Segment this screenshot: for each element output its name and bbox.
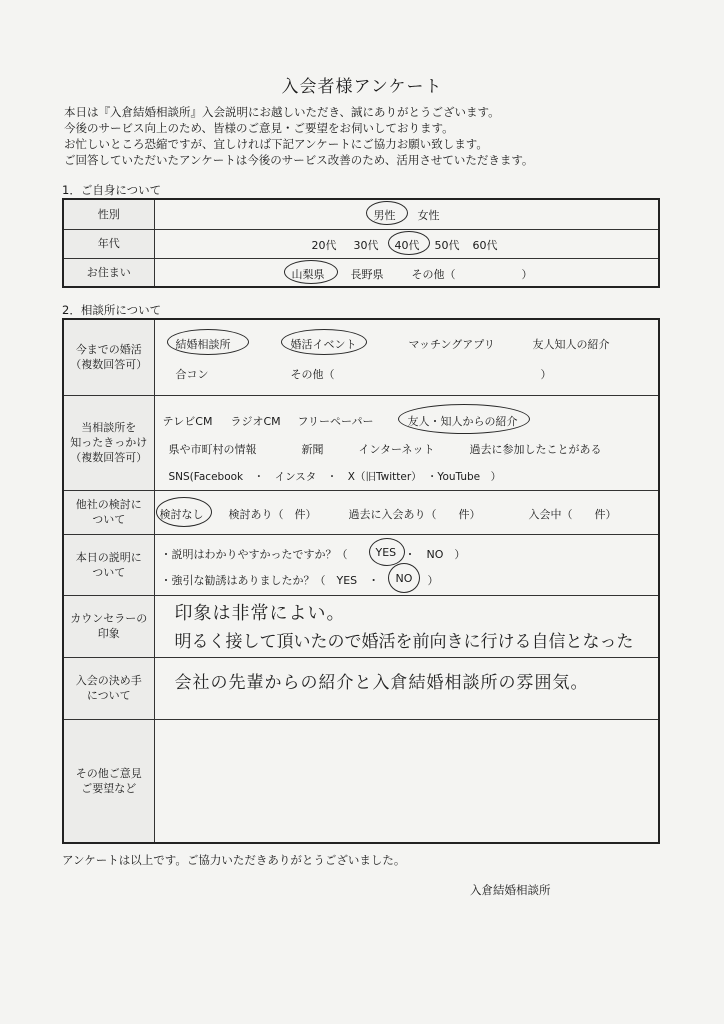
organization-name: 入倉結婚相談所 — [470, 883, 551, 897]
requests-label — [63, 719, 154, 843]
selection-circle — [281, 329, 367, 355]
label-line: （複数回答可） — [70, 451, 148, 464]
intro-line: お忙しいところ恐縮ですが、宜しければ下記アンケートにご協力お願い致します。 — [64, 137, 488, 151]
explanation-options — [154, 534, 659, 595]
trigger-sns[interactable]: SNS(Facebook ・ インスタ ・ X（旧Twitter） ・YouTube ） — [168, 470, 502, 483]
label-line: その他ご意見 — [75, 766, 142, 780]
age-20s[interactable]: 20代 — [311, 238, 337, 252]
trigger-freepaper[interactable]: フリーペーパー — [297, 414, 374, 428]
selection-circle — [398, 404, 530, 434]
age-30s[interactable]: 30代 — [353, 238, 379, 252]
other-past-member[interactable]: 過去に入会あり（ 件） — [348, 507, 481, 521]
explain-q2-no[interactable]: NO — [395, 571, 413, 585]
trigger-radio[interactable]: ラジオCM — [230, 414, 281, 428]
other-agency-label — [63, 490, 154, 534]
residence-options — [154, 258, 659, 287]
trigger-tv[interactable]: テレビCM — [162, 414, 213, 428]
decision-answer[interactable] — [154, 657, 659, 719]
handwritten-answer: 会社の先輩からの紹介と入倉結婚相談所の雰囲気。 — [174, 672, 589, 693]
explain-q2-close: ） — [427, 573, 439, 587]
label-line: 本日の説明に — [75, 550, 142, 564]
label-line: 当相談所を — [81, 421, 137, 434]
explain-q1-no[interactable]: ・ NO ） — [404, 547, 466, 561]
past-other[interactable]: その他（ — [290, 368, 335, 381]
label-line: ご要望など — [81, 781, 137, 795]
past-agency[interactable]: 結婚相談所 — [175, 338, 231, 351]
trigger-internet[interactable]: インターネット — [358, 442, 435, 456]
selection-circle — [284, 260, 338, 284]
gender-male[interactable]: 男性 — [373, 209, 396, 222]
decision-label — [63, 657, 154, 719]
section1-heading: 1．ご自身について — [62, 183, 162, 197]
age-label: 年代 — [63, 229, 154, 258]
residence-other[interactable]: その他（ ） — [411, 267, 533, 281]
trigger-friend[interactable]: 友人・知人からの紹介 — [407, 414, 518, 428]
intro-text — [64, 104, 533, 168]
selection-circle — [388, 563, 420, 593]
age-40s[interactable]: 40代 — [394, 238, 420, 252]
form-title: 入会者様アンケート — [281, 77, 443, 97]
selection-circle — [369, 538, 405, 566]
trigger-options — [154, 395, 659, 490]
label-line: カウンセラーの — [70, 612, 148, 625]
trigger-newspaper[interactable]: 新聞 — [301, 442, 324, 456]
residence-yamanashi[interactable]: 山梨県 — [291, 267, 325, 281]
handwritten-answer: 明るく接して頂いたので婚活を前向きに行ける自信となった — [174, 631, 634, 652]
past-event[interactable]: 婚活イベント — [290, 338, 357, 351]
past-friend[interactable]: 友人知人の紹介 — [532, 338, 610, 351]
other-none[interactable]: 検討なし — [159, 507, 204, 521]
label-line: 知ったきっかけ — [70, 436, 148, 449]
age-60s[interactable]: 60代 — [472, 238, 498, 252]
label-line: 入会の決め手 — [75, 674, 142, 687]
explain-q1-yes[interactable]: YES — [375, 545, 397, 559]
past-other-close: ） — [540, 368, 552, 381]
explanation-label — [63, 534, 154, 595]
age-50s[interactable]: 50代 — [434, 238, 460, 252]
explain-q2: ・強引な勧誘はありましたか？（ YES ・ — [160, 573, 380, 587]
past-activity-options — [154, 319, 659, 395]
label-line: について — [86, 689, 131, 702]
requests-answer[interactable] — [154, 719, 659, 843]
selection-circle — [366, 201, 408, 225]
label-line: 今までの婚活 — [75, 343, 142, 357]
label-line: 他社の検討に — [75, 498, 142, 511]
handwritten-answer: 印象は非常によい。 — [174, 602, 346, 624]
label-line: 印象 — [97, 627, 120, 640]
residence-label: お住まい — [63, 258, 154, 287]
past-app[interactable]: マッチングアプリ — [408, 338, 495, 351]
intro-line: 本日は『入倉結婚相談所』入会説明にお越しいただき、誠にありがとうございます。 — [64, 105, 500, 119]
intro-line: 今後のサービス向上のため、皆様のご意見・ご要望をお伺いしております。 — [64, 121, 454, 135]
label-line: ついて — [92, 565, 126, 579]
trigger-label — [63, 395, 154, 490]
explain-q1: ・説明はわかりやすかったですか？（ — [160, 547, 348, 561]
counselor-label — [63, 595, 154, 657]
past-goukon[interactable]: 合コン — [175, 368, 209, 381]
trigger-municipal[interactable]: 県や市町村の情報 — [168, 442, 257, 456]
footer-text: アンケートは以上です。ご協力いただきありがとうございました。 — [62, 853, 406, 867]
residence-nagano[interactable]: 長野県 — [350, 267, 384, 281]
agency-table — [62, 318, 660, 844]
label-line: ついて — [92, 513, 126, 526]
selection-circle — [388, 231, 430, 255]
section2-heading: 2．相談所について — [62, 303, 162, 317]
other-agency-options — [154, 490, 659, 534]
selection-circle — [156, 497, 212, 527]
trigger-past[interactable]: 過去に参加したことがある — [469, 442, 602, 456]
counselor-answer[interactable] — [154, 595, 659, 657]
age-options — [154, 229, 659, 258]
selection-circle — [167, 329, 249, 355]
intro-line: ご回答していただいたアンケートは今後のサービス改善のため、活用させていただきます。 — [64, 153, 534, 167]
other-considered[interactable]: 検討あり（ 件） — [228, 507, 317, 521]
other-current[interactable]: 入会中（ 件） — [528, 507, 617, 521]
gender-options — [154, 199, 659, 229]
profile-table — [62, 198, 660, 288]
label-line: （複数回答可） — [70, 358, 148, 372]
gender-female[interactable]: 女性 — [417, 209, 440, 222]
gender-label: 性別 — [63, 199, 154, 229]
past-activity-label — [63, 319, 154, 395]
